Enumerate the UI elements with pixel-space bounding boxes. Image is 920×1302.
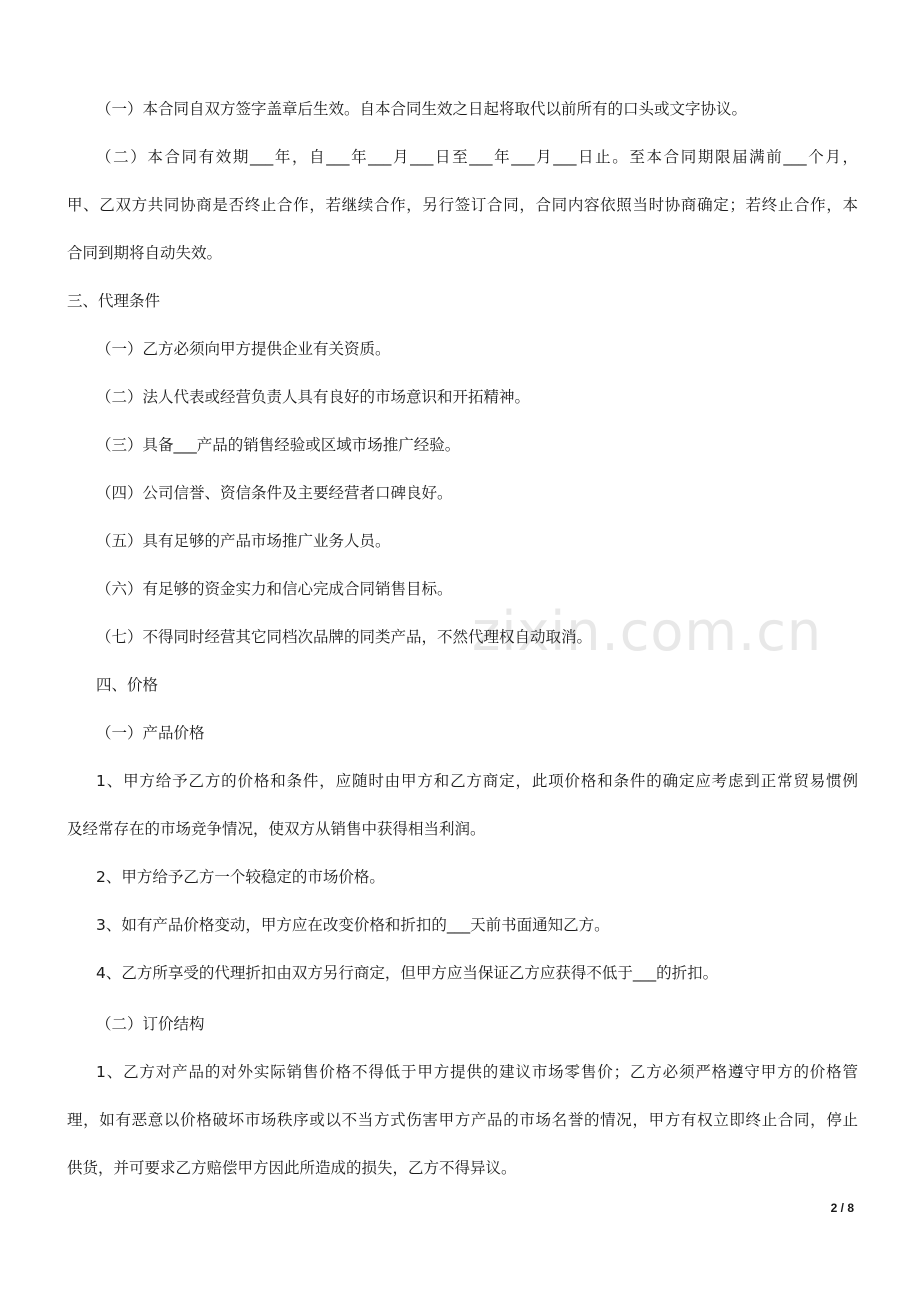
clause-3-2: （二）法人代表或经营负责人具有良好的市场意识和开拓精神。	[96, 388, 531, 406]
clause-3-5: （五）具有足够的产品市场推广业务人员。	[96, 532, 391, 550]
clause-1-1: （一）本合同自双方签字盖章后生效。自本合同生效之日起将取代以前所有的口头或文字协议。	[96, 100, 748, 118]
subsection-4-2-heading: （二）订价结构	[96, 1015, 205, 1033]
section-3-heading: 三、代理条件	[67, 292, 161, 310]
clause-4-1-1-line-1: 1、甲方给予乙方的价格和条件，应随时由甲方和乙方商定，此项价格和条件的确定应考虑到正常贸易惯例	[96, 772, 858, 790]
clause-1-2-line-1: （二）本合同有效期___年，自___年___月___日至___年___月___日止。至本合同期限届满前___个月，	[96, 148, 858, 166]
clause-4-1-4: 4、乙方所享受的代理折扣由双方另行商定，但甲方应当保证乙方应获得不低于___的折扣。	[96, 964, 719, 982]
clause-4-2-1-line-1: 1、乙方对产品的对外实际销售价格不得低于甲方提供的建议市场零售价；乙方必须严格遵守甲方的价格管	[96, 1063, 858, 1081]
clause-4-1-1-line-2: 及经常存在的市场竞争情况，使双方从销售中获得相当利润。	[67, 820, 486, 838]
clause-4-1-3: 3、如有产品价格变动，甲方应在改变价格和折扣的___天前书面通知乙方。	[96, 916, 610, 934]
clause-4-2-1-line-2: 理，如有恶意以价格破坏市场秩序或以不当方式伤害甲方产品的市场名誉的情况，甲方有权立即终止合同，停止	[67, 1111, 858, 1129]
clause-3-7: （七）不得同时经营其它同档次品牌的同类产品，不然代理权自动取消。	[96, 628, 593, 646]
section-4-heading: 四、价格	[96, 676, 159, 694]
page-number: 2 / 8	[830, 1201, 854, 1215]
clause-3-6: （六）有足够的资金实力和信心完成合同销售目标。	[96, 580, 453, 598]
clause-1-2-line-2: 甲、乙双方共同协商是否终止合作，若继续合作，另行签订合同，合同内容依照当时协商确定；若终止合作，本	[67, 196, 858, 214]
subsection-4-1-heading: （一）产品价格	[96, 724, 205, 742]
watermark: zixin.com.cn	[472, 600, 823, 663]
clause-4-1-2: 2、甲方给予乙方一个较稳定的市场价格。	[96, 868, 385, 886]
clause-3-4: （四）公司信誉、资信条件及主要经营者口碑良好。	[96, 484, 453, 502]
clause-3-3: （三）具备___产品的销售经验或区域市场推广经验。	[96, 436, 461, 454]
clause-1-2-line-3: 合同到期将自动失效。	[67, 244, 223, 262]
clause-3-1: （一）乙方必须向甲方提供企业有关资质。	[96, 340, 391, 358]
clause-4-2-1-line-3: 供货，并可要求乙方赔偿甲方因此所造成的损失，乙方不得异议。	[67, 1159, 517, 1177]
